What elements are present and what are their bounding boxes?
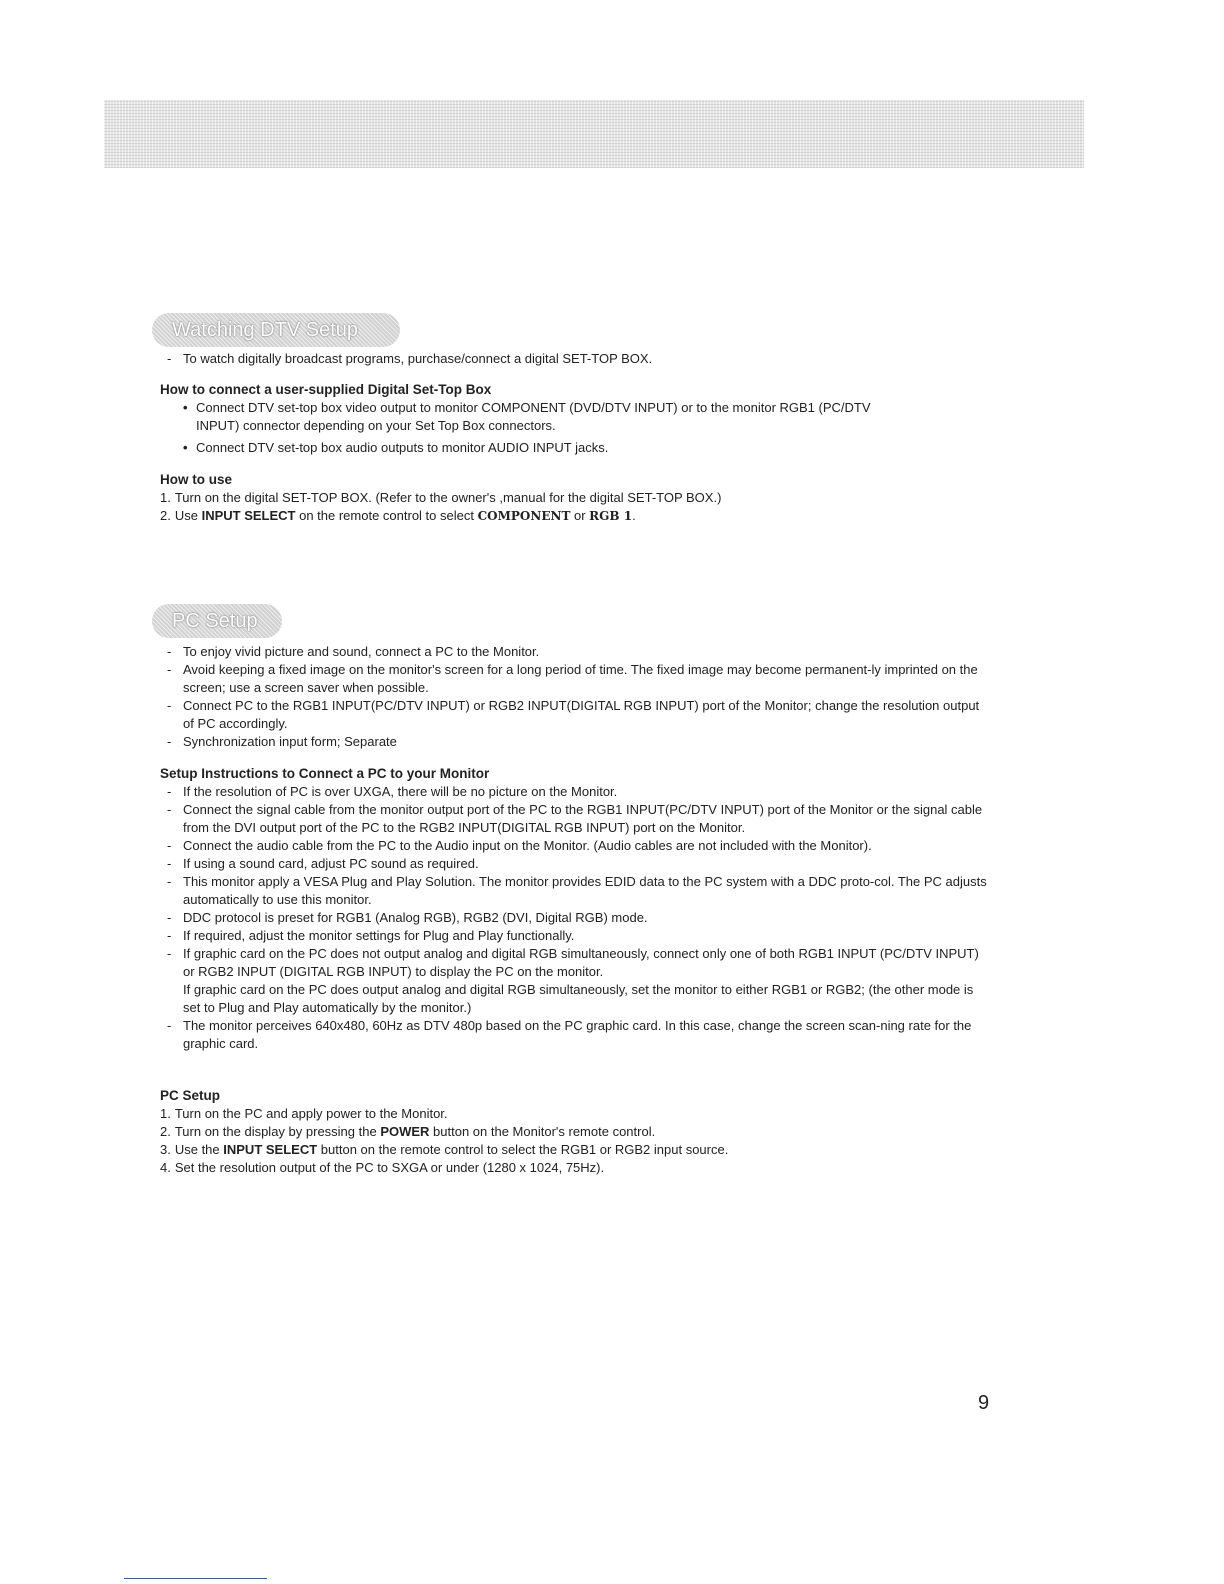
- pc-section-title: PC Setup: [172, 610, 258, 632]
- step-text: or: [570, 508, 590, 523]
- step-text: button on the Monitor's remote control.: [429, 1124, 656, 1139]
- dtv-section-title: Watching DTV Setup: [172, 319, 359, 341]
- dtv-use-step-1: Turn on the digital SET-TOP BOX. (Refer to the owner's ,manual for the digital SET-TOP BOX.): [174, 490, 722, 505]
- step-text: .: [632, 508, 636, 523]
- list-item: - The monitor perceives 640x480, 60Hz as DTV 480p based on the PC graphic card. In this case, change the screen scan-ning rate for the graphic card.: [167, 1018, 972, 1051]
- list-item: - To enjoy vivid picture and sound, connect a PC to the Monitor.: [167, 644, 540, 659]
- bullet-icon: •: [183, 440, 188, 455]
- list-item: - DDC protocol is preset for RGB1 (Analog RGB), RGB2 (DVI, Digital RGB) mode.: [167, 910, 648, 925]
- list-item: [160, 1159, 990, 1177]
- pc-setup-item: The monitor perceives 640x480, 60Hz as DTV 480p based on the PC graphic card. In this case, change the screen scan-ning rate for the graphic card.: [183, 1018, 972, 1051]
- step-text: Turn on the display by pressing the: [174, 1124, 381, 1139]
- step-number: 2.: [160, 1124, 171, 1139]
- step-text: on the remote control to select: [295, 508, 478, 523]
- step-number: 1.: [160, 1106, 171, 1121]
- list-item: - Connect the audio cable from the PC to the Audio input on the Monitor. (Audio cables are not included with the Monitor).: [167, 838, 872, 853]
- list-item: [160, 1123, 990, 1141]
- list-item: - If using a sound card, adjust PC sound as required.: [167, 856, 479, 871]
- step-text: button on the remote control to select the RGB1 or RGB2 input source.: [317, 1142, 729, 1157]
- step-number: 3.: [160, 1142, 171, 1157]
- dtv-connect-bullet-1: Connect DTV set-top box video output to monitor COMPONENT (DVD/DTV INPUT) or to the monitor RGB1 (PC/DTV: [196, 400, 871, 415]
- step-text: Turn on the PC and apply power to the Monitor.: [174, 1106, 448, 1121]
- pc-setup-note: If graphic card on the PC does output analog and digital RGB simultaneously, set the monitor to either RGB1 or RGB2; (the other mode is set to Plug and Play automatically by the monitor.): [183, 982, 974, 1015]
- pc-setup-item: Connect the audio cable from the PC to the Audio input on the Monitor. (Audio cables are not included with the Monitor).: [183, 838, 872, 853]
- pc-setup-item: If required, adjust the monitor settings for Plug and Play functionally.: [183, 928, 575, 943]
- list-item: [160, 1105, 990, 1123]
- step-emphasis: INPUT SELECT: [223, 1142, 318, 1157]
- step-text: Use: [174, 508, 202, 523]
- list-item-note: [160, 981, 990, 1017]
- pc-setup-item: DDC protocol is preset for RGB1 (Analog RGB), RGB2 (DVI, Digital RGB) mode.: [183, 910, 648, 925]
- step-text: Set the resolution output of the PC to SXGA or under (1280 x 1024, 75Hz).: [174, 1160, 605, 1175]
- list-item: [160, 489, 990, 507]
- pc-intro-item: Connect PC to the RGB1 INPUT(PC/DTV INPUT) or RGB2 INPUT(DIGITAL RGB INPUT) port of the Monitor; change the resolution output of PC accordingly.: [183, 698, 980, 731]
- dtv-intro-text: To watch digitally broadcast programs, purchase/connect a digital SET-TOP BOX.: [183, 351, 653, 366]
- header-band: [104, 100, 1084, 168]
- list-item: - If required, adjust the monitor settings for Plug and Play functionally.: [167, 928, 575, 943]
- pc-setup-instructions-heading: Setup Instructions to Connect a PC to your Monitor: [160, 766, 490, 781]
- list-item: [160, 507, 990, 525]
- pc-setup-item: If the resolution of PC is over UXGA, there will be no picture on the Monitor.: [183, 784, 618, 799]
- pc-intro-item: Synchronization input form; Separate: [183, 734, 397, 749]
- dtv-use-heading: How to use: [160, 472, 233, 487]
- step-text: Use the: [174, 1142, 224, 1157]
- step-emphasis: RGB 1: [589, 509, 633, 523]
- dtv-section-pill: [152, 313, 400, 347]
- step-number: 4.: [160, 1160, 171, 1175]
- pc-setup-item: If using a sound card, adjust PC sound as required.: [183, 856, 479, 871]
- list-item: - Connect PC to the RGB1 INPUT(PC/DTV INPUT) or RGB2 INPUT(DIGITAL RGB INPUT) port of the Monitor; change the resolution output of PC accordingly.: [167, 698, 980, 731]
- step-emphasis: COMPONENT: [477, 509, 571, 523]
- list-item: - If graphic card on the PC does not output analog and digital RGB simultaneously, connect only one of both RGB1 INPUT (PC/DTV INPUT) or RGB2 INPUT (DIGITAL RGB INPUT) to display the PC on the monitor.: [167, 946, 979, 979]
- bullet-icon: •: [183, 400, 188, 415]
- pc-intro-item: Avoid keeping a fixed image on the monitor's screen for a long period of time. The fixed image may become permanent-ly imprinted on the screen; use a screen saver when possible.: [183, 662, 978, 695]
- pc-section-pill: [152, 604, 282, 638]
- list-item: [160, 439, 990, 457]
- pc-setup-item: Connect the signal cable from the monitor output port of the PC to the RGB1 INPUT(PC/DTV INPUT) port of the Monitor or the signal cable from the DVI output port of the PC to the RGB2 INPUT(DIGITAL RGB INPUT) port on the Monitor.: [183, 802, 983, 835]
- bottom-rule: [124, 1578, 267, 1579]
- dtv-connect-heading: How to connect a user-supplied Digital Set-Top Box: [160, 382, 492, 397]
- step-emphasis: INPUT SELECT: [201, 508, 296, 523]
- list-item: [160, 1141, 990, 1159]
- pc-setup-heading: PC Setup: [160, 1088, 221, 1103]
- step-number: 2.: [160, 508, 171, 523]
- list-item: - If the resolution of PC is over UXGA, there will be no picture on the Monitor.: [167, 784, 618, 799]
- dtv-section-body: [160, 350, 990, 525]
- list-item: - Synchronization input form; Separate: [167, 734, 397, 749]
- pc-intro-item: To enjoy vivid picture and sound, connect a PC to the Monitor.: [183, 644, 540, 659]
- dtv-connect-bullet-2: Connect DTV set-top box audio outputs to monitor AUDIO INPUT jacks.: [196, 440, 609, 455]
- dtv-connect-bullet-1-cont: INPUT) connector depending on your Set Top Box connectors.: [196, 418, 556, 433]
- pc-section-body: [160, 643, 990, 1177]
- list-item: - Connect the signal cable from the monitor output port of the PC to the RGB1 INPUT(PC/DTV INPUT) port of the Monitor or the signal cable from the DVI output port of the PC to the RGB2 INPUT(DIGITAL RGB INPUT) port on the Monitor.: [167, 802, 983, 835]
- list-item: - This monitor apply a VESA Plug and Play Solution. The monitor provides EDID data to the PC system with a DDC proto-col. The PC adjusts automatically to use this monitor.: [167, 874, 987, 907]
- pc-setup-item: This monitor apply a VESA Plug and Play Solution. The monitor provides EDID data to the PC system with a DDC proto-col. The PC adjusts automatically to use this monitor.: [183, 874, 987, 907]
- step-emphasis: POWER: [380, 1124, 430, 1139]
- pc-setup-item: If graphic card on the PC does not output analog and digital RGB simultaneously, connect only one of both RGB1 INPUT (PC/DTV INPUT) or RGB2 INPUT (DIGITAL RGB INPUT) to display the PC on the monitor.: [183, 946, 979, 979]
- page-number: 9: [978, 1392, 990, 1414]
- list-item: [160, 399, 990, 435]
- list-item: - Avoid keeping a fixed image on the monitor's screen for a long period of time. The fixed image may become permanent-ly imprinted on the screen; use a screen saver when possible.: [167, 662, 978, 695]
- step-number: 1.: [160, 490, 171, 505]
- list-item: - To watch digitally broadcast programs, purchase/connect a digital SET-TOP BOX.: [167, 351, 653, 366]
